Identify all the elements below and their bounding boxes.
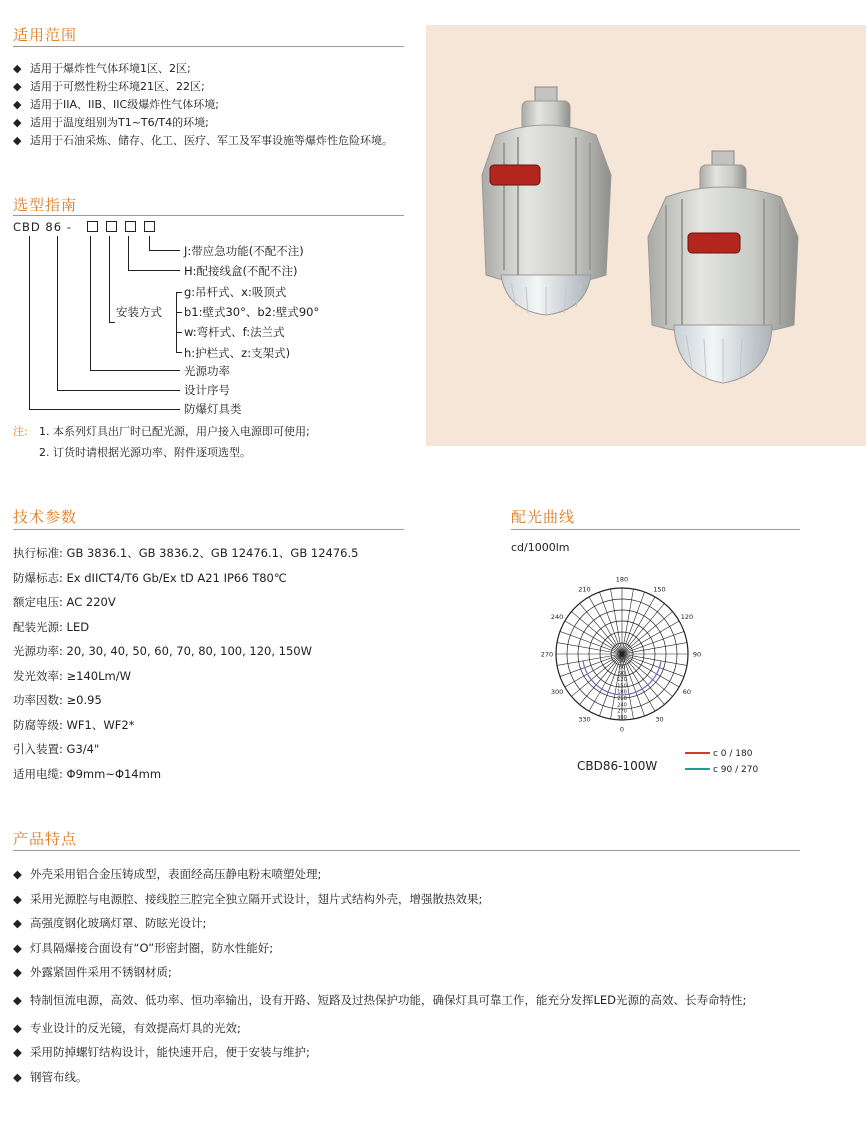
table-row (13, 570, 358, 595)
spec-value: LED (66, 619, 90, 634)
bracket-line (176, 332, 182, 333)
polar-chart (530, 565, 714, 737)
radial-label: 270 (617, 708, 627, 715)
table-row (13, 717, 358, 742)
table-row (13, 668, 358, 693)
curve-model: CBD86-100W (577, 759, 658, 773)
angle-label: 120 (680, 613, 694, 621)
connector-line (128, 236, 129, 271)
selection-heading: 选型指南 (13, 196, 78, 214)
model-code (13, 220, 163, 234)
connector-line (109, 236, 110, 323)
connector-line (29, 236, 30, 410)
list-item: ◆ 采用光源腔与电源腔、接线腔三腔完全独立隔开式设计，翅片式结构外壳，增强散热效果; (13, 890, 803, 908)
note-label: 注: (13, 425, 28, 438)
spec-label: 光源功率: (13, 644, 63, 658)
angle-label: 330 (578, 715, 591, 724)
legend-swatch-c90 (685, 768, 710, 770)
angle-label: 240 (550, 613, 564, 621)
note-item: 1. 本系列灯具出厂时已配光源，用户接入电源即可使用; (39, 425, 310, 438)
option-emergency: J:带应急功能(不配不注) (184, 244, 304, 258)
specs-divider (13, 529, 404, 530)
legend-c0-label: c 0 / 180 (713, 749, 753, 759)
connector-line (149, 236, 150, 251)
features-heading: 产品特点 (13, 830, 78, 848)
spec-value: G3/4" (66, 742, 100, 756)
specs-table (13, 545, 358, 790)
option-box (87, 221, 98, 232)
curve-unit: cd/1000lm (511, 541, 570, 554)
list-item: ◆ 钢管布线。 (13, 1068, 803, 1086)
scope-heading: 适用范围 (13, 26, 78, 44)
spec-value: ≥0.95 (66, 693, 102, 707)
radial-label: 300 (617, 714, 627, 721)
table-row (13, 594, 358, 619)
list-item: ◆ 适用于温度组别为T1~T6/T4的环境; (13, 114, 393, 132)
radial-label: 210 (617, 696, 627, 702)
radial-label: 90 (618, 670, 626, 677)
radial-label: 30 (618, 658, 626, 665)
specs-heading: 技术参数 (13, 508, 78, 526)
table-row (13, 545, 358, 570)
features-divider (13, 850, 800, 851)
list-item: ◆ 适用于爆炸性气体环境1区、2区; (13, 60, 393, 78)
spec-label: 执行标准: (13, 546, 63, 560)
list-item: ◆ 采用防掉螺钉结构设计，能快速开启，便于安装与维护; (13, 1043, 803, 1061)
angle-label: 210 (578, 585, 591, 594)
spec-value: ≥140Lm/W (66, 668, 131, 683)
table-row (13, 766, 358, 791)
radial-label: 240 (617, 702, 627, 709)
product-photo (426, 25, 866, 446)
radial-label: 180 (617, 689, 627, 696)
table-row (13, 643, 358, 668)
spec-value: 20, 30, 40, 50, 60, 70, 80, 100, 120, 150W (66, 644, 312, 658)
install-option: h:护栏式、z:支架式) (184, 346, 291, 360)
table-row (13, 619, 358, 644)
radial-label: 150 (617, 683, 627, 690)
spec-label: 额定电压: (13, 595, 63, 609)
spec-label: 引入装置: (13, 742, 63, 756)
install-title: 安装方式 (116, 305, 162, 319)
spec-label: 防爆标志: (13, 570, 63, 585)
install-option: g:吊杆式、x:吸顶式 (184, 285, 287, 299)
bracket-line (176, 292, 182, 293)
connector-line (90, 370, 180, 371)
bracket-line (176, 292, 177, 353)
list-item: ◆ 适用于石油采炼、储存、化工、医疗、军工及军事设施等爆炸性危险环境。 (13, 132, 393, 150)
selection-divider (13, 215, 404, 216)
spec-label: 发光效率: (13, 668, 63, 683)
option-box (125, 221, 136, 232)
connector-line (128, 270, 180, 271)
radial-label: 60 (618, 664, 626, 671)
lamp-left (482, 87, 611, 315)
option-category: 防爆灯具类 (184, 402, 242, 416)
legend-swatch-c0 (685, 752, 710, 754)
list-item: ◆ 特制恒流电源，高效、低功率、恒功率输出，设有开路、短路及过热保护功能，确保灯具可靠工作，能充分发挥LED光源的高效、长寿命特性; (13, 988, 803, 1013)
connector-line (57, 390, 180, 391)
spec-label: 防腐等级: (13, 717, 63, 732)
spec-value: AC 220V (66, 595, 116, 609)
bracket-line (176, 312, 182, 313)
install-option: w:弯杆式、f:法兰式 (184, 325, 285, 339)
spec-value: GB 3836.1、GB 3836.2、GB 12476.1、GB 12476.5 (66, 546, 359, 560)
angle-label: 270 (540, 650, 554, 659)
angle-label: 0 (619, 725, 625, 734)
option-power: 光源功率 (184, 364, 230, 378)
radial-label: 120 (617, 677, 627, 684)
list-item: ◆ 外壳采用铝合金压铸成型，表面经高压静电粉末喷塑处理; (13, 865, 803, 883)
connector-line (57, 236, 58, 391)
lamp-illustration (426, 25, 866, 446)
legend-c90-label: c 90 / 270 (713, 765, 759, 775)
option-junction: H:配接线盒(不配不注) (184, 264, 298, 278)
note-item: 2. 订货时请根据光源功率、附件逐项选型。 (39, 446, 251, 459)
scope-divider (13, 46, 404, 47)
list-item: ◆ 灯具隔爆接合面设有“O”形密封圈，防水性能好; (13, 939, 803, 957)
table-row (13, 741, 358, 766)
curve-heading: 配光曲线 (511, 508, 576, 526)
connector-line (29, 409, 180, 410)
angle-label: 180 (615, 575, 629, 584)
angle-label: 150 (653, 585, 666, 594)
spec-label: 功率因数: (13, 693, 63, 707)
connector-line (109, 322, 115, 323)
connector-line (90, 236, 91, 371)
angle-label: 30 (655, 715, 664, 724)
list-item: ◆ 适用于IIA、IIB、IIC级爆炸性气体环境; (13, 96, 393, 114)
connector-line (149, 250, 180, 251)
spec-label: 适用电缆: (13, 766, 63, 781)
model-code-prefix: CBD 86 - (13, 220, 72, 234)
install-option: b1:壁式30°、b2:壁式90° (184, 305, 320, 319)
angle-label: 300 (550, 688, 564, 696)
list-item: ◆ 专业设计的反光镜，有效提高灯具的光效; (13, 1019, 803, 1037)
curve-divider (511, 529, 800, 530)
option-box (106, 221, 117, 232)
lamp-right (648, 151, 798, 383)
bracket-line (176, 352, 182, 353)
angle-label: 60 (682, 688, 692, 696)
spec-value: WF1、WF2* (66, 717, 135, 732)
angle-label: 90 (692, 650, 702, 659)
features-list (13, 865, 803, 1092)
option-design: 设计序号 (184, 383, 230, 397)
spec-value: Φ9mm~Φ14mm (66, 766, 162, 781)
scope-list (13, 60, 393, 150)
list-item: ◆ 高强度钢化玻璃灯罩、防眩光设计; (13, 914, 803, 932)
option-box (144, 221, 155, 232)
list-item: ◆ 外露紧固件采用不锈钢材质; (13, 963, 803, 981)
spec-value: Ex dIICT4/T6 Gb/Ex tD A21 IP66 T80℃ (66, 570, 287, 585)
list-item: ◆ 适用于可燃性粉尘环境21区、22区; (13, 78, 393, 96)
table-row (13, 692, 358, 717)
spec-label: 配装光源: (13, 619, 63, 634)
